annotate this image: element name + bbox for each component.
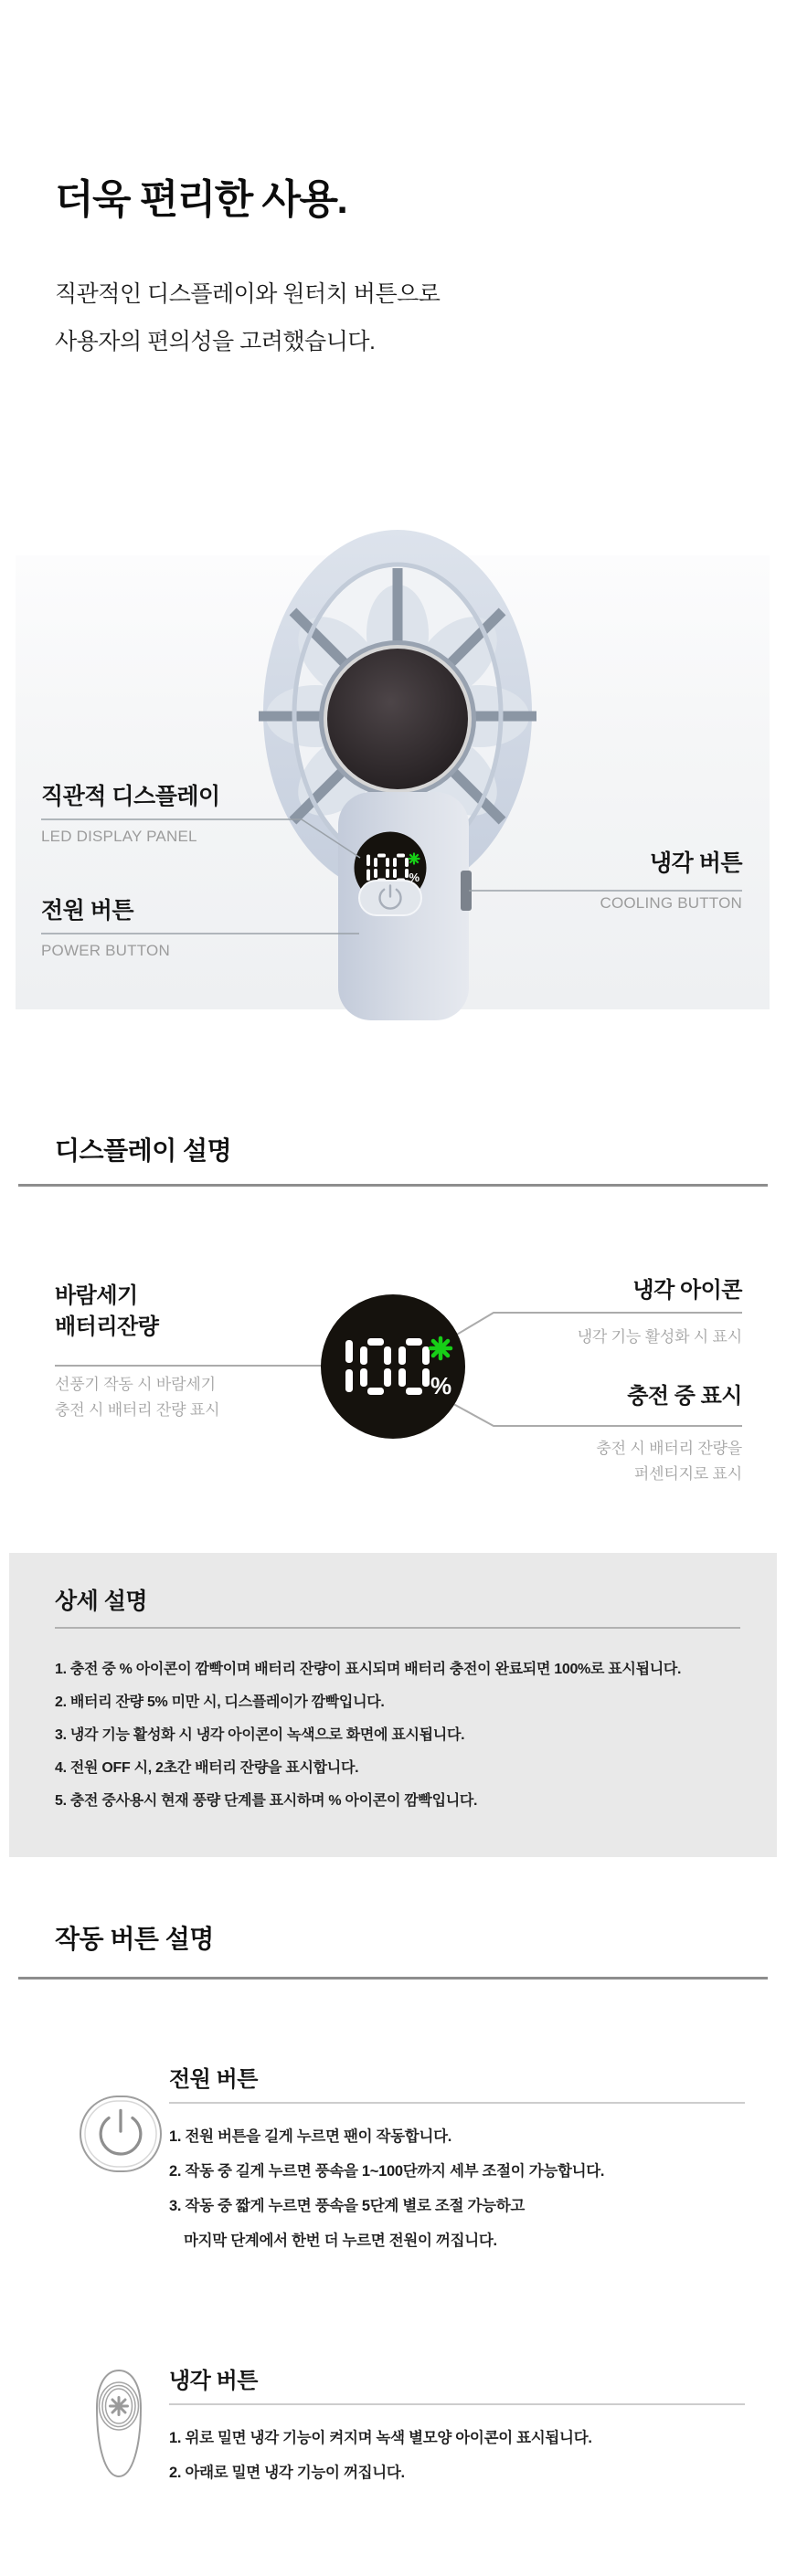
power-instruction: 3. 작동 중 짧게 누르면 풍속을 5단계 별로 조절 가능하고 bbox=[169, 2198, 526, 2214]
wind-battery-caption bbox=[55, 1372, 219, 1423]
power-callout-title: 전원 버튼 bbox=[41, 898, 134, 924]
detail-note-item: 4. 전원 OFF 시, 2초간 배터리 잔량을 표시합니다. bbox=[55, 1760, 359, 1776]
subtitle-line-2: 사용자의 편의성을 고려했습니다. bbox=[55, 329, 376, 354]
buttons-section-divider bbox=[18, 1977, 768, 1980]
charging-caption-line1: 충전 시 배터리 잔량을 bbox=[596, 1440, 742, 1457]
cooling-icon-label: 냉각 아이콘 bbox=[632, 1278, 742, 1303]
detail-notes-box bbox=[9, 1553, 777, 1857]
power-button-heading: 전원 버튼 bbox=[169, 2067, 258, 2092]
power-instruction-continued: 마지막 단계에서 한번 더 누르면 전원이 꺼집니다. bbox=[184, 2233, 497, 2249]
battery-level-label: 배터리잔량 bbox=[55, 1314, 159, 1339]
display-section-divider bbox=[18, 1184, 768, 1187]
wind-battery-caption-line1: 선풍기 작동 시 바람세기 bbox=[55, 1376, 216, 1393]
wind-battery-caption-line2: 충전 시 배터리 잔량 표시 bbox=[55, 1401, 220, 1419]
detail-notes-list bbox=[55, 1653, 759, 1818]
detail-note-item: 1. 충전 중 % 아이콘이 깜빡이며 배터리 잔량이 표시되며 배터리 충전이 완료되면 100%로 표시됩니다. bbox=[55, 1662, 682, 1677]
charging-indicator-label: 충전 중 표시 bbox=[627, 1384, 742, 1409]
page-title: 더욱 편리한 사용. bbox=[55, 177, 347, 222]
cooling-button-icon bbox=[92, 2368, 145, 2479]
cooling-button-list bbox=[169, 2421, 763, 2490]
power-button-icon bbox=[79, 2095, 163, 2173]
cooling-callout-title: 냉각 버튼 bbox=[649, 850, 742, 876]
detail-note-item: 2. 배터리 잔량 5% 미만 시, 디스플레이가 깜빡입니다. bbox=[55, 1694, 385, 1710]
fan-handle bbox=[338, 792, 472, 1020]
device-cooling-slider bbox=[461, 871, 472, 911]
power-instruction: 1. 전원 버튼을 길게 누르면 팬이 작동합니다. bbox=[169, 2128, 452, 2145]
power-button-list bbox=[169, 2119, 763, 2258]
power-callout-caption: POWER BUTTON bbox=[41, 942, 170, 959]
charging-indicator-caption bbox=[596, 1436, 742, 1487]
cooling-button-heading: 냉각 버튼 bbox=[169, 2369, 258, 2393]
power-instruction: 2. 작동 중 길게 누르면 풍속을 1~100단까지 세부 조절이 가능합니다. bbox=[169, 2163, 605, 2180]
detail-note-item: 5. 충전 중사용시 현재 풍량 단계를 표시하며 % 아이콘이 깜빡입니다. bbox=[55, 1793, 478, 1809]
handheld-fan-product-image bbox=[259, 523, 536, 1020]
display-section-header: 디스플레이 설명 bbox=[55, 1136, 232, 1165]
charging-caption-line2: 퍼센티지로 표시 bbox=[633, 1465, 742, 1483]
fan-hub bbox=[319, 640, 476, 797]
wind-battery-label bbox=[55, 1281, 158, 1343]
detail-note-item: 3. 냉각 기능 활성화 시 냉각 아이콘이 녹색으로 화면에 표시됩니다. bbox=[55, 1727, 465, 1743]
detail-notes-divider bbox=[55, 1627, 740, 1629]
cooling-callout-caption: COOLING BUTTON bbox=[600, 894, 742, 912]
display-callout-caption: LED DISPLAY PANEL bbox=[41, 828, 197, 845]
subtitle-line-1: 직관적인 디스플레이와 원터치 버튼으로 bbox=[55, 281, 441, 307]
led-display-diagram bbox=[321, 1294, 465, 1439]
wind-speed-label: 바람세기 bbox=[55, 1283, 138, 1308]
display-callout-title: 직관적 디스플레이 bbox=[41, 784, 220, 809]
cooling-instruction: 2. 아래로 밀면 냉각 기능이 꺼집니다. bbox=[169, 2465, 405, 2481]
snowflake-star-icon bbox=[111, 2398, 128, 2415]
cooling-instruction: 1. 위로 밀면 냉각 기능이 켜지며 녹색 별모양 아이콘이 표시됩니다. bbox=[169, 2430, 592, 2446]
device-power-button bbox=[359, 881, 421, 915]
power-button-divider bbox=[169, 2102, 745, 2104]
detail-notes-header: 상세 설명 bbox=[55, 1589, 148, 1614]
page-subtitle bbox=[55, 270, 440, 365]
cooling-icon-caption: 냉각 기능 활성화 시 표시 bbox=[577, 1328, 742, 1346]
cooling-button-divider bbox=[169, 2403, 745, 2405]
buttons-section-header: 작동 버튼 설명 bbox=[55, 1925, 214, 1953]
